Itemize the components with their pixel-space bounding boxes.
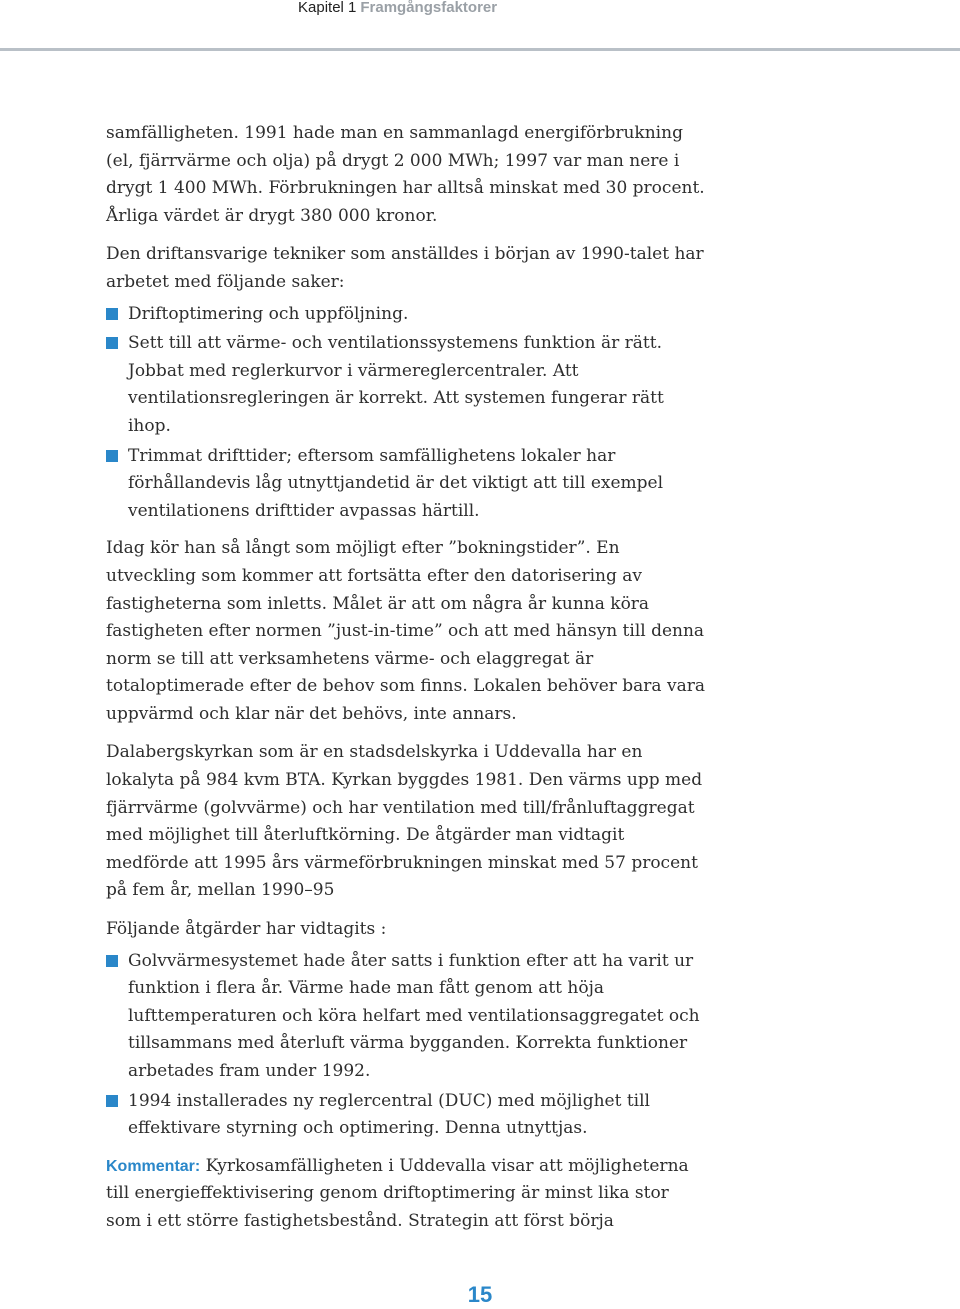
square-bullet-icon: [106, 308, 118, 320]
list-item: [106, 443, 706, 526]
square-bullet-icon: [106, 450, 118, 462]
list-item: [106, 1088, 706, 1143]
list-item-text: Sett till att värme- och ventilationssystemens funktion är rätt. Jobbat med reglerkurvor i värmereglercentraler. Att ventilationsregleringen är korrekt. Att systemen fungerar rätt ihop.: [128, 333, 664, 436]
list-item: [106, 330, 706, 440]
comment-text: Kyrkosamfälligheten i Uddevalla visar att möjligheterna till energieffektivisering genom driftoptimering är minst lika stor som i ett större fastighetsbestånd. Strategin att först börja: [106, 1155, 689, 1231]
list-item-text: Golvvärmesystemet hade åter satts i funktion efter att ha varit ur funktion i flera år. Värme hade man fått genom att höja lufttemperaturen och köra helfart med ventilationsaggregatet och tillsammans med återluft värma bygganden. Korrekta funktioner arbetades fram under 1992.: [128, 950, 700, 1081]
list-item: [106, 948, 706, 1086]
page-body: [106, 120, 706, 1247]
header-rule: [0, 48, 960, 51]
running-header: [298, 0, 497, 16]
list-item-text: Trimmat drifttider; eftersom samfällighetens lokaler har förhållandevis låg utnyttjandetid är det viktigt att till exempel ventilationens drifttider avpassas härtill.: [128, 445, 664, 521]
list-item-text: Driftoptimering och uppföljning.: [128, 303, 409, 324]
paragraph-booking-times: Idag kör han så långt som möjligt efter ”bokningstider”. En utveckling som kommer att fortsätta efter den datorisering av fastigheterna som inletts. Målet är att om några år kunna köra fastigheten efter normen ”just-in-time” och att med hänsyn till denna norm se till att verksamhetens värme- och elaggregat är totaloptimerade efter de behov som finns. Lokalen behöver bara vara uppvärmd och klar när det behövs, inte annars.: [106, 538, 705, 724]
page-number: 15: [467, 1282, 493, 1307]
paragraph-energy-consumption: samfälligheten. 1991 hade man en sammanlagd energiförbrukning (el, fjärrvärme och olja) på drygt 2 000 MWh; 1997 var man nere i drygt 1 400 MWh. Förbrukningen har alltså minskat med 30 procent. Årliga värdet är drygt 380 000 kronor.: [106, 123, 705, 226]
comment-label: Kommentar:: [106, 1157, 201, 1175]
paragraph-technician-intro: Den driftansvarige tekniker som anställdes i början av 1990-talet har arbetet med följande saker:: [106, 244, 704, 292]
square-bullet-icon: [106, 955, 118, 967]
square-bullet-icon: [106, 1095, 118, 1107]
comment-paragraph: [106, 1153, 706, 1236]
page-header: [0, 0, 960, 52]
measures-list: [106, 948, 706, 1143]
chapter-label: Kapitel 1: [298, 0, 357, 16]
square-bullet-icon: [106, 337, 118, 349]
paragraph-measures-intro: Följande åtgärder har vidtagits :: [106, 919, 387, 940]
section-label: Framgångsfaktorer: [360, 0, 498, 16]
technician-tasks-list: [106, 301, 706, 526]
paragraph-dalabergskyrkan: Dalabergskyrkan som är en stadsdelskyrka i Uddevalla har en lokalyta på 984 kvm BTA. Kyrkan byggdes 1981. Den värms upp med fjärrvärme (golvvärme) och har ventilation med till/frånluftaggregat med möjlighet till återluftkörning. De åtgärder man vidtagit medförde att 1995 års värmeförbrukningen minskat med 57 procent på fem år, mellan 1990–95: [106, 742, 703, 901]
list-item-text: 1994 installerades ny reglercentral (DUC) med möjlighet till effektivare styrning och optimering. Denna utnyttjas.: [128, 1090, 650, 1139]
list-item: [106, 301, 706, 329]
